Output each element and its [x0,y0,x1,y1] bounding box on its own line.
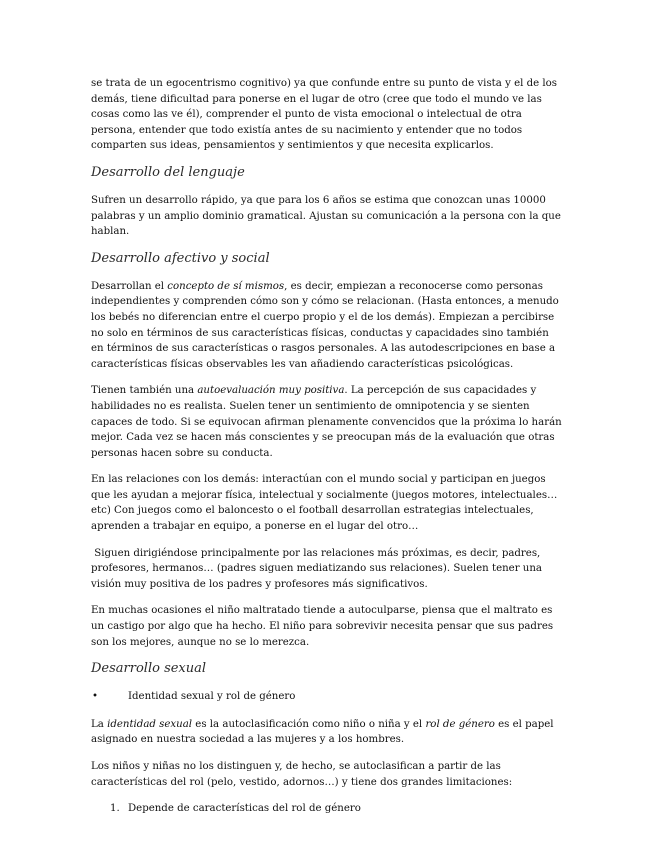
bullet-text: Identidad sexual y rol de género [128,691,296,703]
emphasis-term: rol de género [425,718,495,730]
heading-desarrollo-sexual: Desarrollo sexual [91,661,207,677]
text-run: es el papel asignado en nuestra sociedad a las mujeres y a los hombres. [91,718,554,746]
afectivo-paragraph-5: En muchas ocasiones el niño maltratado tiende a autoculparse, piensa que el maltrato es un castigo por algo que ha hecho. El niño para sobrevivir necesita pensar que sus padres son los mejores, aunque no se lo merezca. [91,605,554,648]
heading-desarrollo-afectivo-social: Desarrollo afectivo y social [91,250,270,266]
afectivo-paragraph-3: En las relaciones con los demás: interactúan con el mundo social y participan en juegos que les ayudan a mejorar física, intelectual y socialmente (juegos motores, intelectuales… etc) Con juegos como el baloncesto o el football desarrollan estrategias intelectuales, aprenden a trabajar en equipo, a ponerse en el lugar del otro… [91,474,558,533]
emphasis-term: concepto de sí mismos [167,280,285,292]
afectivo-paragraph-1 [91,279,563,373]
afectivo-paragraph-2 [91,383,563,461]
emphasis-term: identidad sexual [107,718,193,730]
document-body [91,76,563,825]
emphasis-term: autoevaluación muy positiva [197,385,345,397]
lenguaje-paragraph: Sufren un desarrollo rápido, ya que para los 6 años se estima que conozcan unas 10000 palabras y un amplio dominio gramatical. Ajustan su comunicación a la persona con la que hablan. [91,194,561,238]
sexual-paragraph-1 [91,717,563,748]
afectivo-paragraph-4: Siguen dirigiéndose principalmente por las relaciones más próximas, es decir, padres, profesores, hermanos… (padres siguen mediatizando sus relaciones). Suelen tener una visión muy positiva de los padres y profesores más significativos. [91,547,546,590]
text-run: . La percepción de sus capacidades y habilidades no es realista. Suelen tener un sentimiento de omnipotencia y se sienten capaces de todo. Si se equivocan afirman plenamente convencidos que la próxima lo harán mejor. Cada vez se hacen más conscientes y se preocupan más de la evaluación que otras personas hacen sobre su conducta. [91,385,562,459]
sexual-paragraph-2: Los niños y niñas no los distinguen y, de hecho, se autoclasifican a partir de las características del rol (pelo, vestido, adornos…) y tiene dos grandes limitaciones: [91,761,513,788]
intro-paragraph: se trata de un egocentrismo cognitivo) ya que confunde entre su punto de vista y el de los demás, tiene dificultad para ponerse en el lugar de otro (cree que todo el mundo ve las cosas como las ve él), comprender el punto de vista emocional o intelectual de otra persona, entender que todo existía antes de su nacimiento y entender que no todos comparten sus ideas, pensamientos y sentimientos y que necesita explicarlos. [91,78,558,152]
bullet-list-item [91,689,563,705]
list-item-text: Depende de características del rol de género [128,803,361,815]
list-number: 1. [110,803,120,815]
heading-desarrollo-lenguaje: Desarrollo del lenguaje [91,164,245,180]
text-run: La [91,718,108,730]
numbered-list-item [91,801,563,817]
text-run: Tienen también una [91,385,198,397]
bullet-icon: • [92,691,99,703]
text-run: , es decir, empiezan a reconocerse como personas independientes y comprenden cómo son y cómo se relacionan. (Hasta entonces, a menudo los bebés no diferencian entre el cuerpo propio y el de los demás). Empiezan a percibirse no solo en términos de sus características físicas, conductas y capacidades sino también en términos de sus características o rasgos personales. A las autodescripciones en base a características físicas observables les van añadiendo características psicológicas. [91,280,559,370]
text-run: Desarrollan el [91,280,168,292]
text-run: es la autoclasificación como niño o niña y el [192,718,426,730]
